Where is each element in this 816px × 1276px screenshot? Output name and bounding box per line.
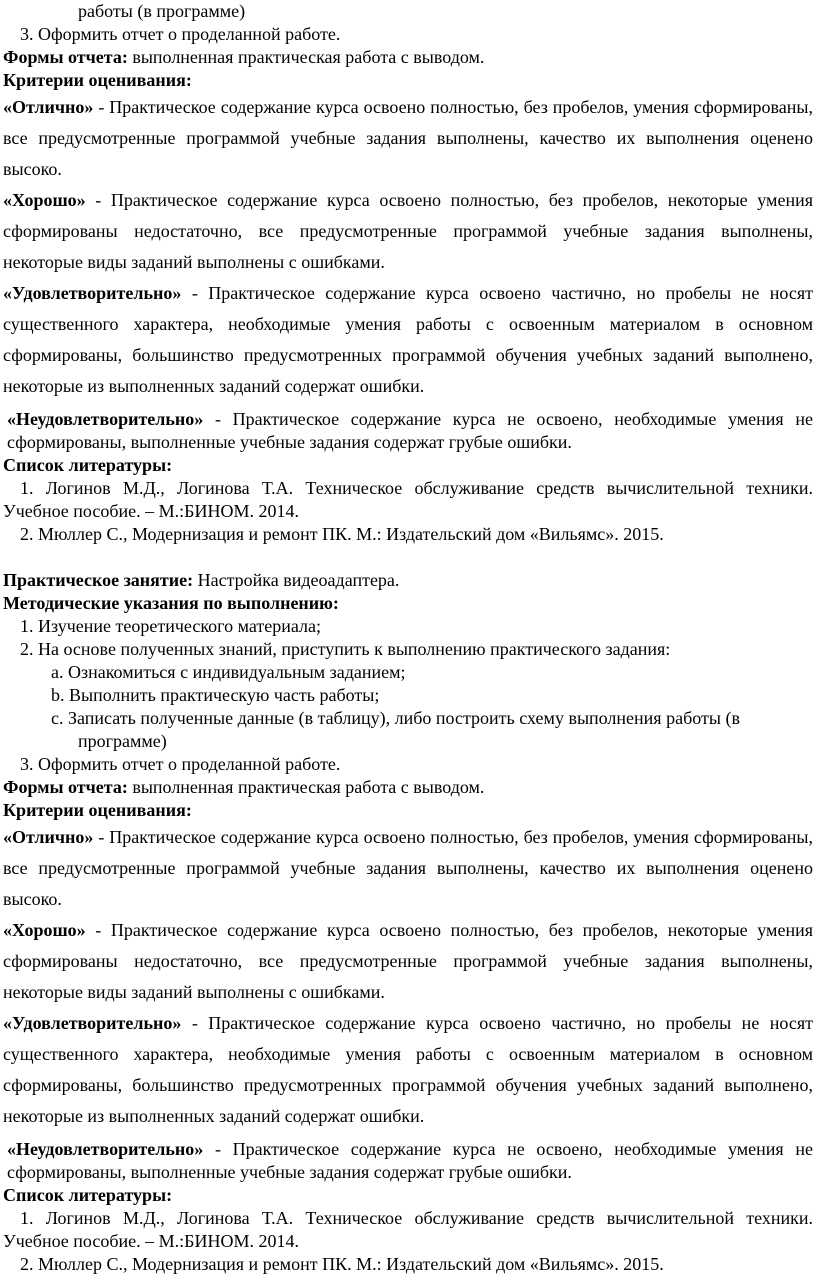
- step-3: 3. Оформить отчет о проделанной работе.: [20, 24, 341, 44]
- method-sub-c: c. Записать полученные данные (в таблицу), либо построить схему выполнения работы (в программе): [51, 708, 740, 751]
- criterion-good-label: «Хорошо»: [3, 190, 86, 210]
- section-gap: [3, 546, 813, 569]
- criterion-unsatisfactory-text: - Практическое содержание курса не освоено, необходимые умения не сформированы, выполненные учебные задания содержат грубые ошибки.: [7, 409, 813, 452]
- literature-item-1-2: 1. Логинов М.Д., Логинова Т.А. Техническое обслуживание средств вычислительной техники. Учебное пособие. – М.:БИНОМ. 2014.: [3, 1208, 813, 1251]
- criterion-satisfactory-label: «Удовлетворительно»: [3, 283, 182, 303]
- report-forms-text: выполненная практическая работа с выводом.: [127, 47, 485, 67]
- method-sub-b: b. Выполнить практическую часть работы;: [51, 685, 380, 705]
- literature-item-2-2: 2. Мюллер С., Модернизация и ремонт ПК. М.: Издательский дом «Вильямс». 2015.: [20, 1254, 664, 1274]
- step-tail: работы (в программе): [78, 1, 246, 21]
- method-step-2: 2. На основе полученных знаний, приступить к выполнению практического задания:: [20, 639, 671, 659]
- criterion-excellent-label: «Отлично»: [3, 97, 94, 117]
- method-sub-a: a. Ознакомиться с индивидуальным заданием;: [51, 662, 406, 682]
- criterion-satisfactory-label-2: «Удовлетворительно»: [3, 1013, 182, 1033]
- criterion-excellent-text: - Практическое содержание курса освоено полностью, без пробелов, умения сформированы, все предусмотренные программой учебные задания выполнены, качество их выполнения оценено высоко.: [3, 97, 813, 179]
- method-title: Методические указания по выполнению:: [3, 593, 339, 613]
- criterion-good-text: - Практическое содержание курса освоено полностью, без пробелов, некоторые умения сформированы недостаточно, все предусмотренные программой учебные задания выполнены, некоторые виды заданий выполнены с ошибками.: [3, 190, 813, 272]
- literature-title-2: Список литературы:: [3, 1185, 173, 1205]
- criterion-excellent-text-2: - Практическое содержание курса освоено полностью, без пробелов, умения сформированы, все предусмотренные программой учебные задания выполнены, качество их выполнения оценено высоко.: [3, 827, 813, 909]
- criteria-title-2: Критерии оценивания:: [3, 800, 192, 820]
- criterion-unsatisfactory-2: [3, 1138, 813, 1184]
- criterion-satisfactory-text-2: - Практическое содержание курса освоено частично, но пробелы не носят существенного характера, необходимые умения работы с освоенным материалом в основном сформированы, большинство предусмотренных программой обучения учебных заданий выполнено, некоторые из выполненных заданий содержат ошибки.: [3, 1013, 813, 1126]
- criterion-unsatisfactory: [3, 408, 813, 454]
- criterion-satisfactory: [3, 278, 813, 402]
- literature-item-2: 2. Мюллер С., Модернизация и ремонт ПК. М.: Издательский дом «Вильямс». 2015.: [20, 524, 664, 544]
- criterion-unsatisfactory-label: «Неудовлетворительно»: [7, 409, 204, 429]
- criterion-excellent: [3, 92, 813, 185]
- practice-label: Практическое занятие:: [3, 570, 194, 590]
- criterion-good-label-2: «Хорошо»: [3, 920, 86, 940]
- criteria-title: Критерии оценивания:: [3, 70, 192, 90]
- criterion-excellent-label-2: «Отлично»: [3, 827, 94, 847]
- criterion-good: [3, 185, 813, 278]
- report-forms-label: Формы отчета:: [3, 47, 128, 67]
- practice-topic: Настройка видеоадаптера.: [193, 570, 400, 590]
- literature-title: Список литературы:: [3, 455, 173, 475]
- criterion-satisfactory-2: [3, 1008, 813, 1132]
- method-step-1: 1. Изучение теоретического материала;: [20, 616, 322, 636]
- report-forms-2: [3, 776, 813, 799]
- criterion-excellent-2: [3, 822, 813, 915]
- criterion-good-2: [3, 915, 813, 1008]
- criterion-unsatisfactory-text-2: - Практическое содержание курса не освоено, необходимые умения не сформированы, выполненные учебные задания содержат грубые ошибки.: [7, 1139, 813, 1182]
- method-step-3: 3. Оформить отчет о проделанной работе.: [20, 754, 341, 774]
- literature-item-1: 1. Логинов М.Д., Логинова Т.А. Техническое обслуживание средств вычислительной техники. Учебное пособие. – М.:БИНОМ. 2014.: [3, 478, 813, 521]
- report-forms-text-2: выполненная практическая работа с выводом.: [127, 777, 485, 797]
- criterion-good-text-2: - Практическое содержание курса освоено полностью, без пробелов, некоторые умения сформированы недостаточно, все предусмотренные программой учебные задания выполнены, некоторые виды заданий выполнены с ошибками.: [3, 920, 813, 1002]
- criterion-unsatisfactory-label-2: «Неудовлетворительно»: [7, 1139, 204, 1159]
- practice-heading: [3, 569, 813, 592]
- report-forms-label-2: Формы отчета:: [3, 777, 128, 797]
- report-forms: [3, 46, 813, 69]
- criterion-satisfactory-text: - Практическое содержание курса освоено частично, но пробелы не носят существенного характера, необходимые умения работы с освоенным материалом в основном сформированы, большинство предусмотренных программой обучения учебных заданий выполнено, некоторые из выполненных заданий содержат ошибки.: [3, 283, 813, 396]
